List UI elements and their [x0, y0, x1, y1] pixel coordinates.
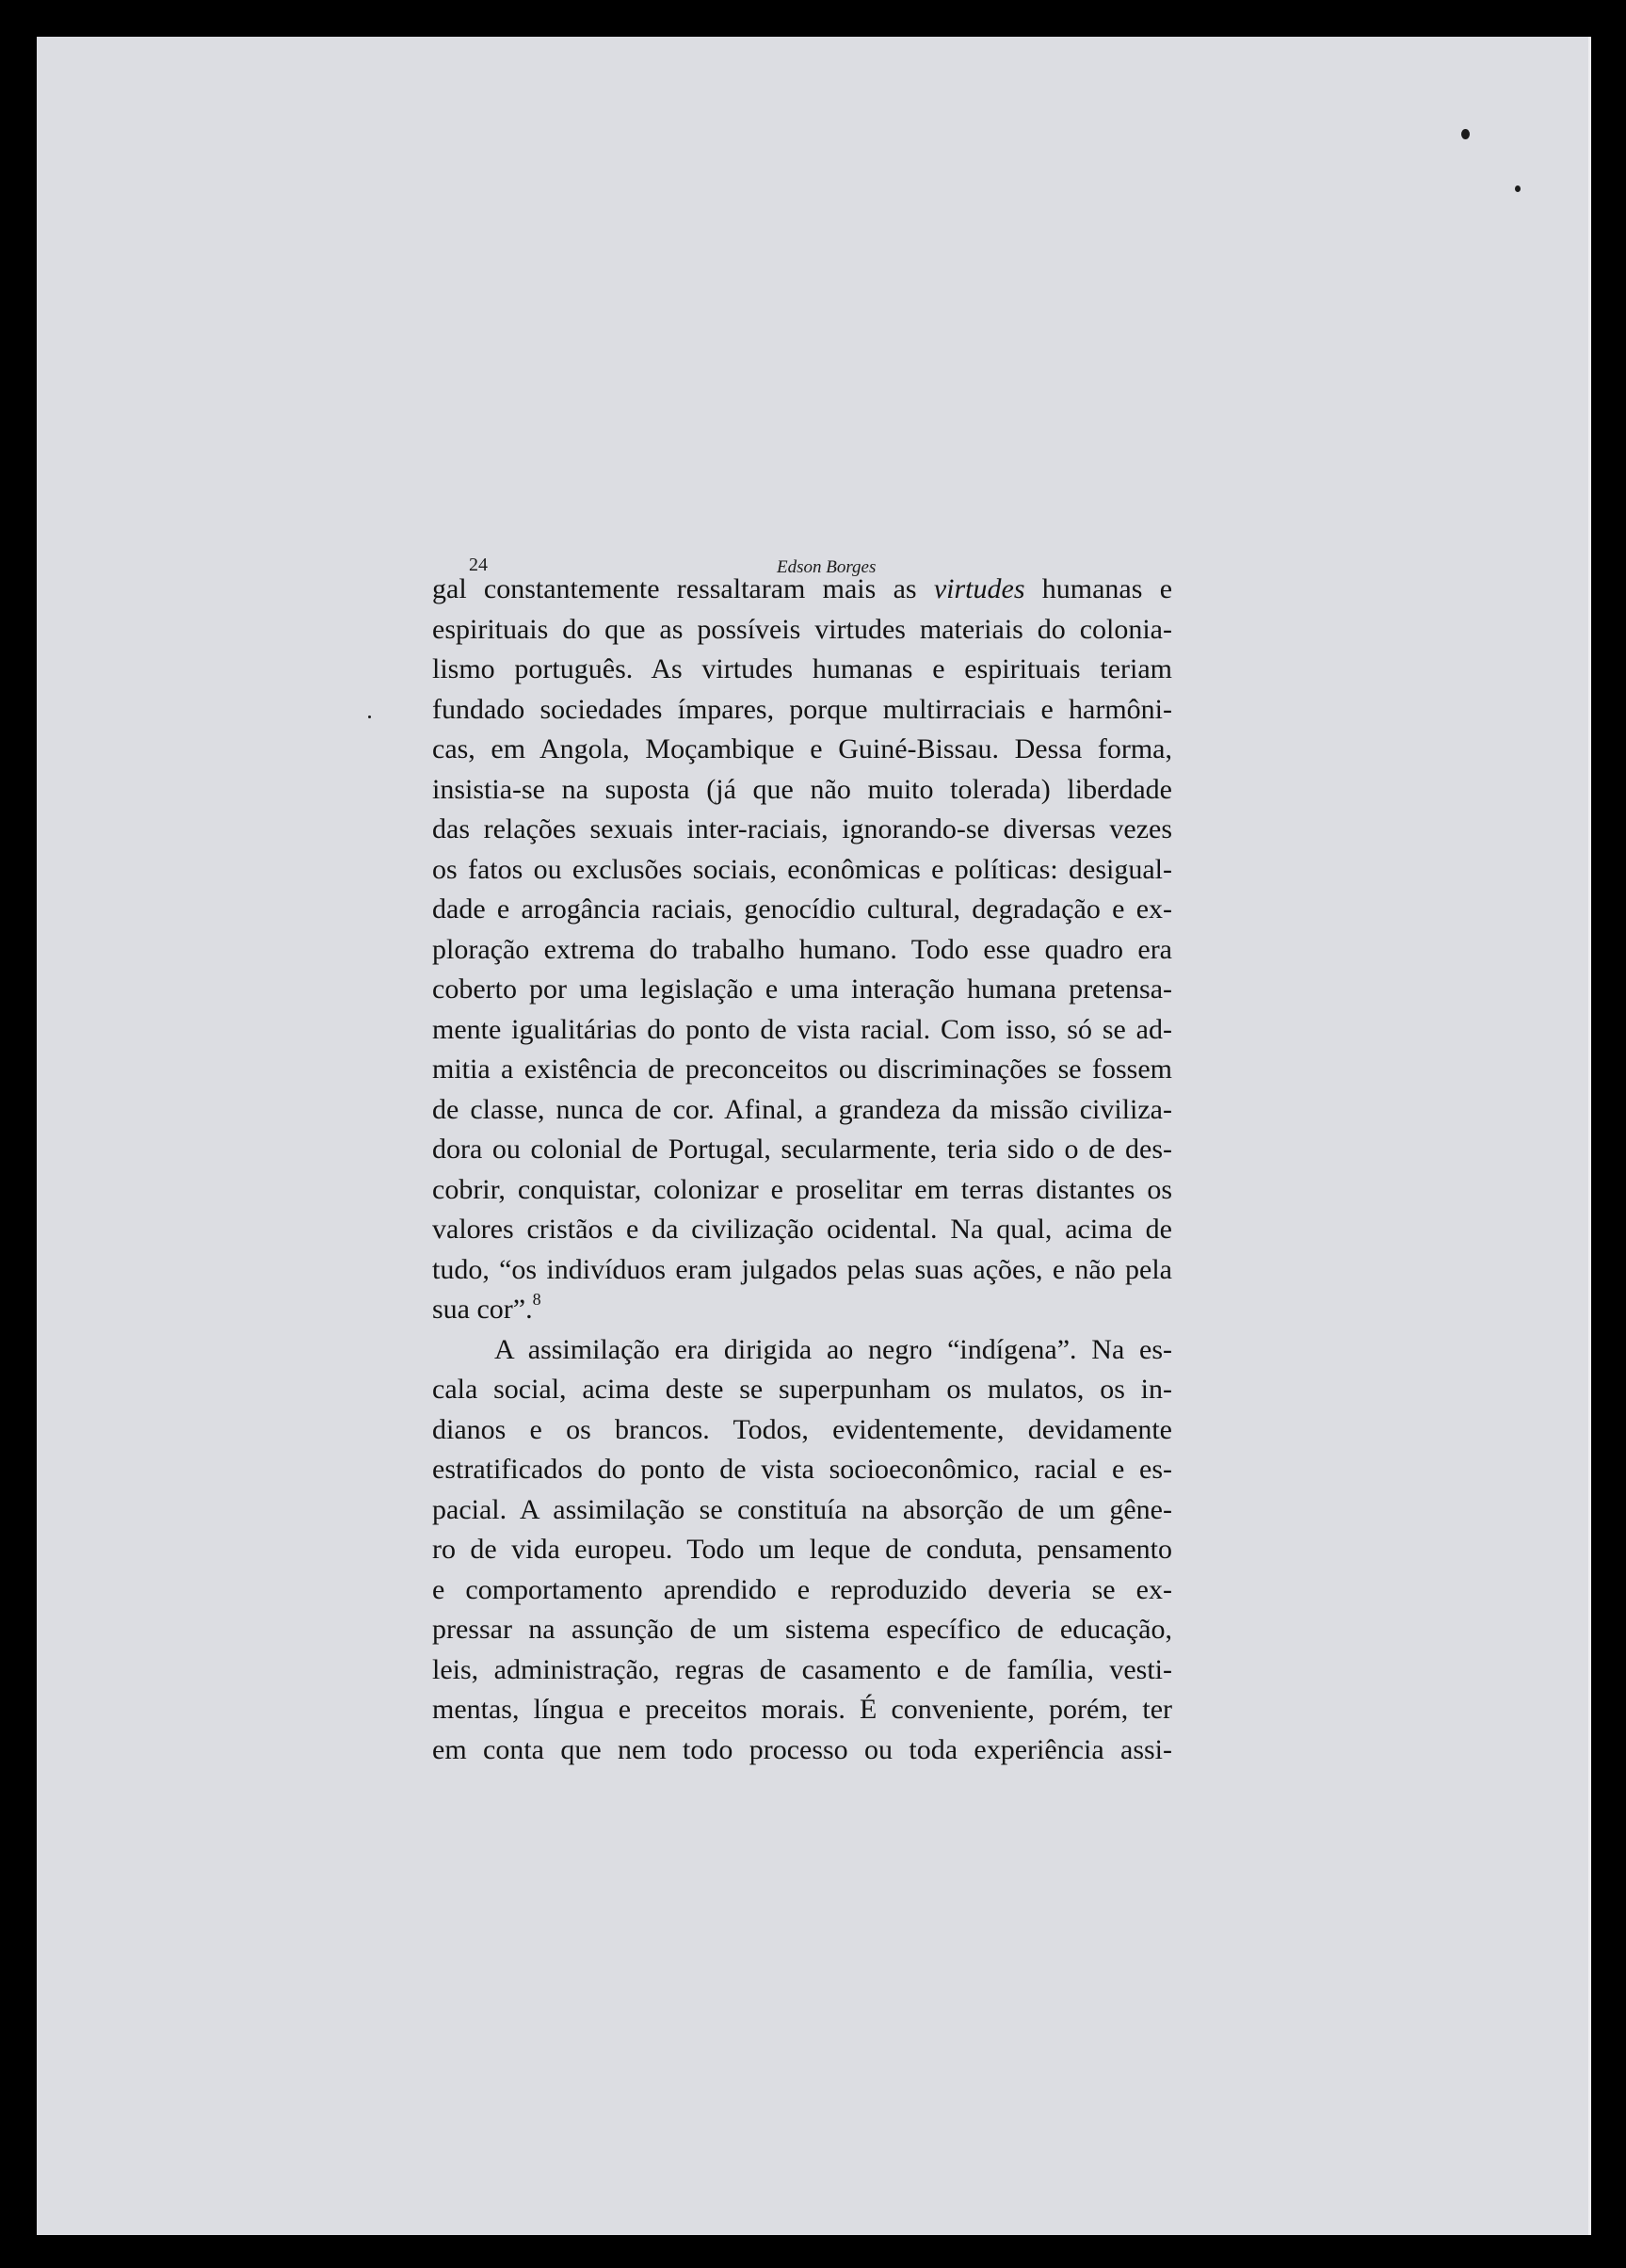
- text-line: mente igualitárias do ponto de vista racial. Com isso, só se ad-: [432, 1013, 1172, 1045]
- body-text: [432, 570, 1172, 1770]
- footnote-reference[interactable]: 8: [532, 1290, 541, 1309]
- ink-speck: [1461, 129, 1470, 139]
- text-line: dianos e os brancos. Todos, evidentemente, devidamente: [432, 1413, 1172, 1445]
- text-span: humanas e: [1041, 573, 1173, 604]
- paragraph: [432, 570, 1172, 1330]
- text-line: lismo português. As virtudes humanas e espirituais teriam: [432, 653, 1172, 684]
- ink-speck: [368, 716, 371, 718]
- text-line: em conta que nem todo processo ou toda experiência assi-: [432, 1733, 1172, 1765]
- text-line: dora ou colonial de Portugal, secularmente, teria sido o de des-: [432, 1134, 1172, 1165]
- text-line: valores cristãos e da civilização ocidental. Na qual, acima de: [432, 1214, 1172, 1245]
- text-line: pacial. A assimilação se constituía na absorção de um gêne-: [432, 1493, 1172, 1525]
- text-line: ro de vida europeu. Todo um leque de conduta, pensamento: [432, 1534, 1172, 1565]
- text-line: [432, 570, 1172, 610]
- text-line: cobrir, conquistar, colonizar e proselitar em terras distantes os: [432, 1173, 1172, 1205]
- text-line: mitia a existência de preconceitos ou discriminações se fossem: [432, 1054, 1172, 1085]
- text-line: coberto por uma legislação e uma interação humana pretensa-: [432, 973, 1172, 1005]
- ink-speck: [1515, 185, 1521, 192]
- text-line: dade e arrogância raciais, genocídio cultural, degradação e ex-: [432, 893, 1172, 925]
- text-line: insistia-se na suposta (já que não muito tolerada) liberdade: [432, 773, 1172, 805]
- text-line: das relações sexuais inter-raciais, ignorando-se diversas vezes: [432, 813, 1172, 844]
- text-line: espirituais do que as possíveis virtudes materiais do colonia-: [432, 613, 1172, 645]
- emphasis: virtudes: [933, 573, 1025, 604]
- text-line: mentas, língua e preceitos morais. É conveniente, porém, ter: [432, 1694, 1172, 1725]
- running-head-author: Edson Borges: [777, 557, 877, 577]
- text-line: cala social, acima deste se superpunham os mulatos, os in-: [432, 1374, 1172, 1405]
- text-span: gal constantemente ressaltaram mais as: [432, 573, 917, 604]
- paragraph: [432, 1330, 1172, 1771]
- text-line: de classe, nunca de cor. Afinal, a grandeza da missão civiliza-: [432, 1093, 1172, 1125]
- text-line: ploração extrema do trabalho humano. Todo esse quadro era: [432, 933, 1172, 965]
- text-span: sua cor”.: [432, 1294, 533, 1325]
- text-line: tudo, “os indivíduos eram julgados pelas suas ações, e não pela: [432, 1253, 1172, 1285]
- text-line: [432, 1290, 1172, 1330]
- text-line: estratificados do ponto de vista socioeconômico, racial e es-: [432, 1454, 1172, 1485]
- text-line: e comportamento aprendido e reproduzido deveria se ex-: [432, 1573, 1172, 1605]
- text-line: A assimilação era dirigida ao negro “indígena”. Na es-: [494, 1333, 1172, 1365]
- text-line: os fatos ou exclusões sociais, econômicas e políticas: desigual-: [432, 853, 1172, 885]
- text-line: leis, administração, regras de casamento e de família, vesti-: [432, 1653, 1172, 1685]
- text-line: cas, em Angola, Moçambique e Guiné-Bissau. Dessa forma,: [432, 733, 1172, 764]
- text-line: pressar na assunção de um sistema específico de educação,: [432, 1614, 1172, 1645]
- page-number: 24: [469, 555, 488, 575]
- text-line: fundado sociedades ímpares, porque multirraciais e harmôni-: [432, 693, 1172, 725]
